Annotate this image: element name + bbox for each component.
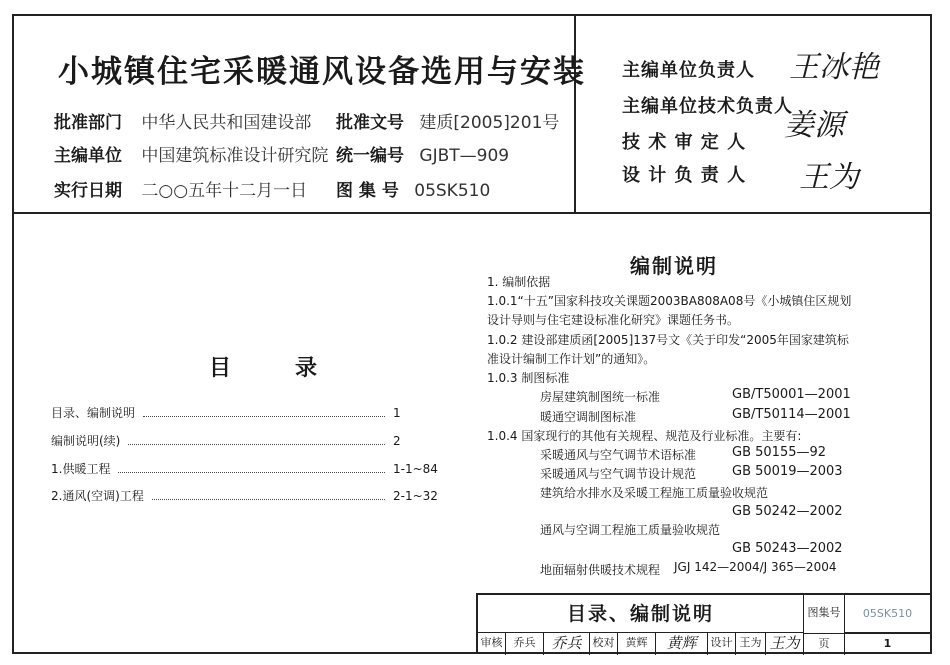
signature-technical-lead: 姜源 xyxy=(784,108,844,143)
standard-name: 暖通空调制图标准 xyxy=(540,410,637,424)
signature-role-chief-editor: 主编单位负责人 xyxy=(622,60,755,81)
standard-code: GB 50243—2002 xyxy=(732,541,843,556)
design-label: 设计 xyxy=(708,633,736,655)
reviewer-name: 乔兵 xyxy=(506,633,544,655)
note-line: 准设计编制工作计划”的通知》。 xyxy=(487,352,656,366)
toc-entry: 1.供暖工程 1-1~84 xyxy=(51,462,438,476)
checker-signature: 黄辉 xyxy=(656,633,708,655)
note-line: 设计导则与住宅建设标准化研究》课题任务书。 xyxy=(487,313,740,327)
meta-approval-dept: 批准部门 中华人民共和国建设部 xyxy=(54,113,312,133)
meta-effective-date: 实行日期 二○○五年十二月一日 xyxy=(54,181,308,201)
toc-entry: 目录、编制说明 1 xyxy=(51,406,401,420)
title-block xyxy=(476,593,930,654)
signature-role-technical-reviewer: 技 术 审 定 人 xyxy=(622,132,747,153)
drawing-sheet xyxy=(12,14,932,654)
check-label: 校对 xyxy=(590,633,618,655)
standard-name: 通风与空调工程施工质量验收规范 xyxy=(540,523,721,537)
checker-name: 黄辉 xyxy=(618,633,656,655)
note-line: 1.0.1“十五”国家科技攻关课题2003BA808A08号《小城镇住区规划 xyxy=(487,294,852,308)
review-label: 审核 xyxy=(478,633,506,655)
signature-design-lead: 王为 xyxy=(799,160,859,195)
designer-signature: 王为 xyxy=(766,633,804,655)
header-info-panel xyxy=(14,16,586,212)
note-line: 1.0.4 国家现行的其他有关规程、规范及行业标准。主要有: xyxy=(487,429,802,443)
atlas-no-stamp: 05SK510 xyxy=(844,595,930,633)
drawing-name: 目录、编制说明 xyxy=(478,595,804,633)
toc-entry: 编制说明(续) 2 xyxy=(51,434,401,448)
designer-name: 王为 xyxy=(736,633,766,655)
standard-name: 地面辐射供暖技术规程 xyxy=(540,563,661,577)
standard-code: GB 50019—2003 xyxy=(732,464,843,479)
note-line: 1. 编制依据 xyxy=(487,275,551,289)
standard-name: 建筑给水排水及采暖工程施工质量验收规范 xyxy=(540,486,769,500)
standard-name: 采暖通风与空气调节设计规范 xyxy=(540,467,697,481)
note-line: 1.0.3 制图标准 xyxy=(487,371,570,385)
standard-code: GB/T50114—2001 xyxy=(732,407,851,422)
page-label: 页 xyxy=(804,633,844,655)
standard-name: 房屋建筑制图统一标准 xyxy=(540,390,661,404)
standard-code: JGJ 142—2004/J 365—2004 xyxy=(674,560,837,574)
signature-role-design-lead: 设 计 负 责 人 xyxy=(622,165,747,186)
meta-editor-unit: 主编单位 中国建筑标准设计研究院 xyxy=(54,146,329,166)
standard-code: GB 50155—92 xyxy=(732,445,827,460)
signature-chief-editor: 王冰艳 xyxy=(789,50,879,85)
signature-role-technical-lead: 主编单位技术负责人 xyxy=(622,96,793,117)
toc-title: 目录 xyxy=(209,356,382,381)
standard-code: GB/T50001—2001 xyxy=(732,387,851,402)
standard-name: 采暖通风与空气调节术语标准 xyxy=(540,448,697,462)
atlas-title: 小城镇住宅采暖通风设备选用与安装 xyxy=(58,54,586,90)
toc-entry: 2.通风(空调)工程 2-1~32 xyxy=(51,489,438,503)
atlas-header xyxy=(14,16,930,214)
meta-approval-doc: 批准文号 建质[2005]201号 xyxy=(336,113,560,133)
standard-code: GB 50242—2002 xyxy=(732,504,843,519)
page-number: 1 xyxy=(844,633,930,655)
atlas-no-label: 图集号 xyxy=(807,606,841,619)
reviewer-signature: 乔兵 xyxy=(544,633,590,655)
notes-title: 编制说明 xyxy=(630,254,718,278)
meta-atlas-no: 图 集 号 05SK510 xyxy=(336,181,491,201)
note-line: 1.0.2 建设部建质函[2005]137号文《关于印发“2005年国家建筑标 xyxy=(487,333,849,347)
meta-unified-no: 统一编号 GJBT—909 xyxy=(336,146,510,166)
